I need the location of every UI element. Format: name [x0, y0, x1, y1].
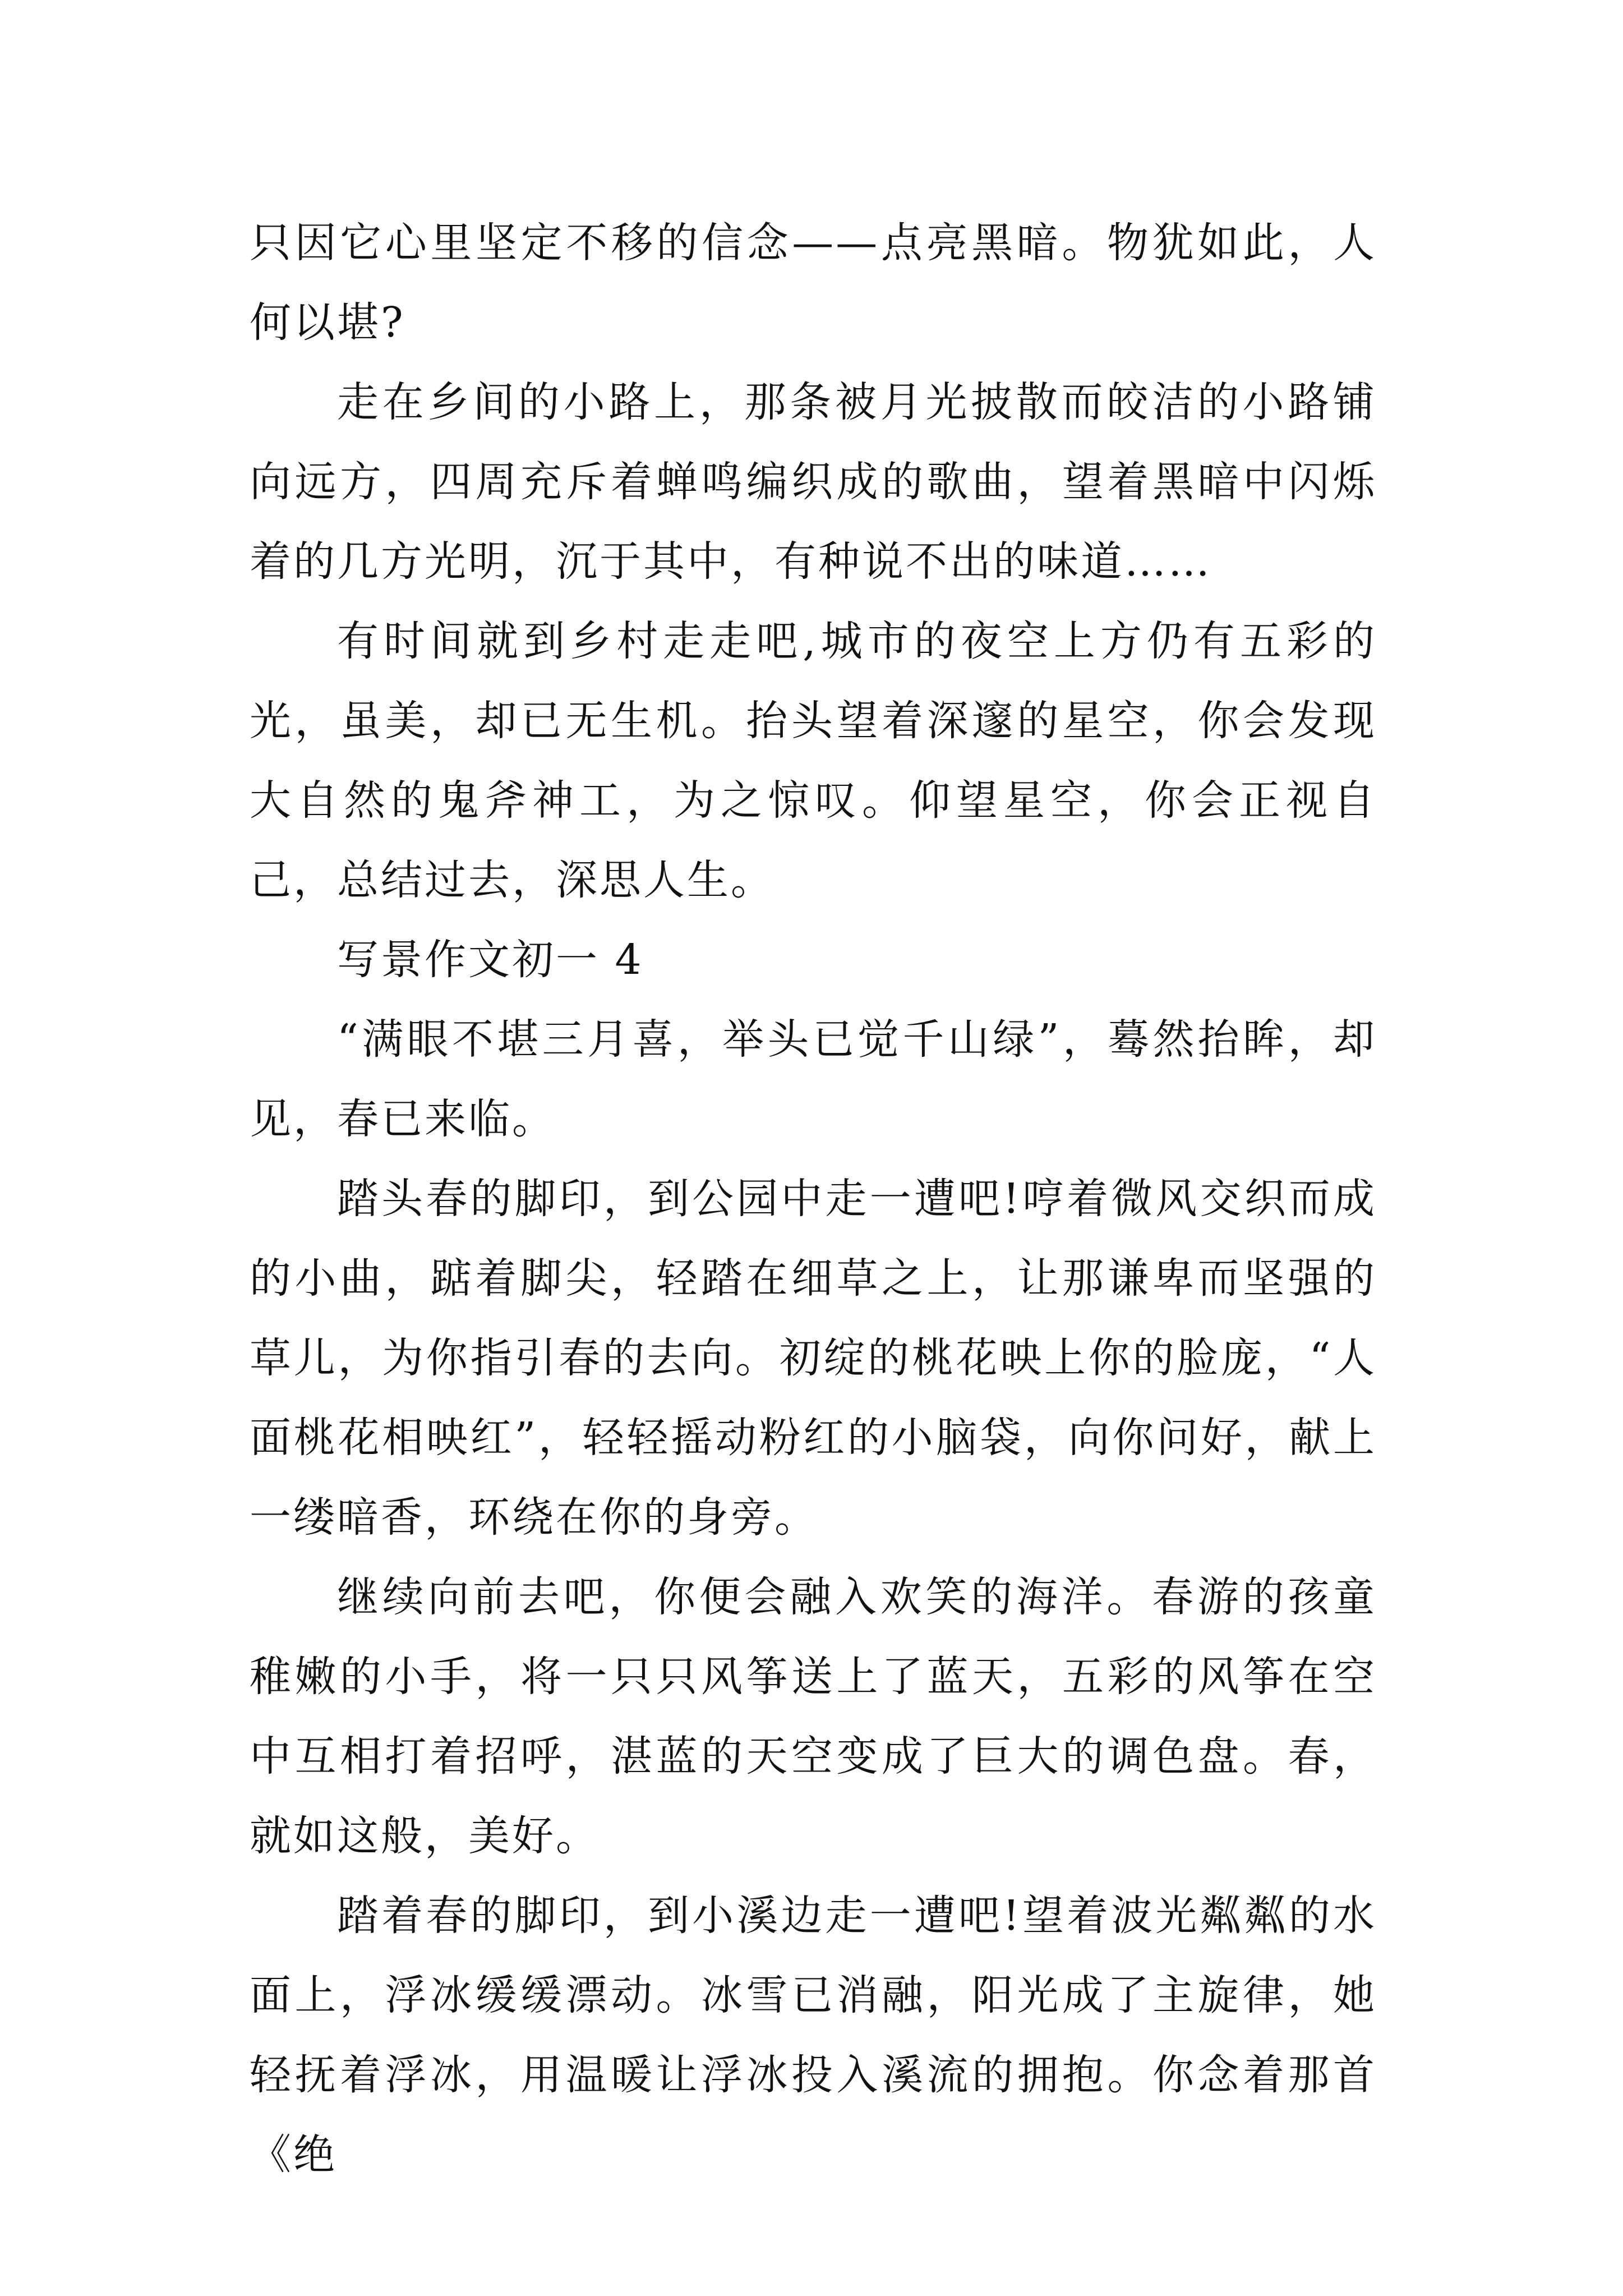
paragraph: 踏头春的脚印，到公园中走一遭吧!哼着微风交织而成的小曲，踮着脚尖，轻踏在细草之上，让那谦卑而坚强的草儿，为你指引春的去向。初绽的桃花映上你的脸庞，“人面桃花相映红”，轻轻摇动粉红的小脑袋，向你问好，献上一缕暗香，环绕在你的身旁。 — [250, 1175, 1377, 1542]
paragraph: 继续向前去吧，你便会融入欢笑的海洋。春游的孩童稚嫩的小手，将一只只风筝送上了蓝天，五彩的风筝在空中互相打着招呼，湛蓝的天空变成了巨大的调色盘。春，就如这般，美好。 — [250, 1573, 1377, 1860]
paragraph: 走在乡间的小路上，那条被月光披散而皎洁的小路铺向远方，四周充斥着蝉鸣编织成的歌曲，望着黑暗中闪烁着的几方光明，沉于其中，有种说不出的味道…… — [250, 378, 1377, 586]
paragraph: “满眼不堪三月喜，举头已觉千山绿”，蓦然抬眸，却见，春已来临。 — [250, 1015, 1377, 1143]
paragraph: 只因它心里坚定不移的信念——点亮黑暗。物犹如此，人何以堪? — [250, 219, 1377, 347]
body-text — [250, 203, 1377, 2194]
section-heading: 写景作文初一 4 — [337, 936, 644, 984]
paragraph: 有时间就到乡村走走吧,城市的夜空上方仍有五彩的光，虽美，却已无生机。抬头望着深邃的星空，你会发现大自然的鬼斧神工，为之惊叹。仰望星空，你会正视自己，总结过去，深思人生。 — [250, 617, 1377, 904]
paragraph: 踏着春的脚印，到小溪边走一遭吧!望着波光粼粼的水面上，浮冰缓缓漂动。冰雪已消融，阳光成了主旋律，她轻抚着浮冰，用温暖让浮冰投入溪流的拥抱。你念着那首《绝 — [250, 1892, 1377, 2179]
